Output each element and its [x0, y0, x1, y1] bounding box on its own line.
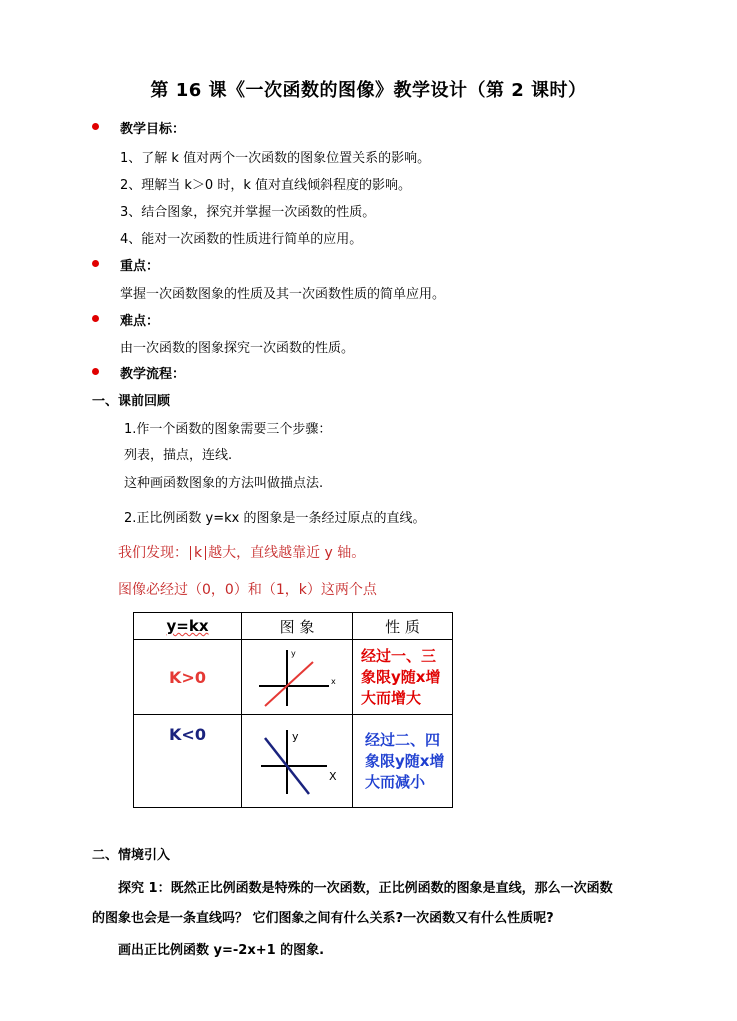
difficulty-heading: 难点：: [120, 314, 160, 329]
review-line: 这种画函数图象的方法叫做描点法.: [124, 476, 324, 491]
intro-paragraph-line: 的图象也会是一条直线吗？ 它们图象之间有什么关系?一次函数又有什么性质呢?: [92, 911, 554, 926]
finding-suffix: 越大，直线越靠近 y 轴。: [208, 545, 366, 561]
objective-item: 1、了解 k 值对两个一次函数的图象位置关系的影响。: [120, 151, 431, 166]
difficulty-text: 由一次函数的图象探究一次函数的性质。: [120, 341, 355, 356]
k-negative-label: K<0: [134, 715, 242, 808]
x-axis-label: X: [329, 770, 337, 783]
property-negative: [353, 715, 453, 808]
table-row: [134, 640, 453, 715]
abs-k: k: [190, 546, 206, 560]
graph-cell: [242, 715, 353, 808]
objective-item: 4、能对一次函数的性质进行简单的应用。: [120, 232, 363, 247]
finding-prefix: 我们发现：: [118, 545, 188, 561]
review-line: 1.作一个函数的图象需要三个步骤：: [124, 422, 332, 437]
property-positive: [353, 640, 453, 715]
property-line: 经过二、四: [365, 730, 441, 749]
objective-item: 3、结合图象，探究并掌握一次函数的性质。: [120, 205, 376, 220]
property-line: 大而增大: [361, 688, 422, 707]
finding-line: [118, 542, 365, 562]
page-title: 第 16 课《一次函数的图像》教学设计（第 2 课时）: [150, 80, 587, 101]
intro-heading: 二、情境引入: [92, 848, 171, 863]
bullet-dot: [92, 123, 99, 130]
property-line: 大而减小: [365, 772, 426, 791]
intro-paragraph-line: 探究 1：既然正比例函数是特殊的一次函数，正比例函数的图象是直线，那么一次函数: [118, 881, 613, 896]
point-line: 图像必经过（0，0）和（1，k）这两个点: [118, 582, 377, 598]
k-positive-label: K>0: [134, 640, 242, 715]
intro-paragraph-line: 画出正比例函数 y=-2x+1 的图象.: [118, 943, 325, 958]
y-axis-label: y: [292, 730, 299, 743]
negative-slope-graph: [247, 720, 347, 798]
table-row: [134, 715, 453, 808]
table-header: y=kx: [166, 617, 209, 635]
table-header-row: [134, 613, 453, 640]
bullet-dot: [92, 315, 99, 322]
objectives-heading: 教学目标：: [120, 122, 186, 137]
table-header: 图 象: [242, 613, 353, 640]
process-heading: 教学流程：: [120, 367, 186, 382]
review-line: 列表，描点，连线.: [124, 448, 233, 463]
table-header: 性 质: [353, 613, 453, 640]
graph-cell: [242, 640, 353, 715]
key-point-heading: 重点：: [120, 259, 160, 274]
property-line: 象限y随x增: [365, 751, 445, 770]
objective-item: 2、理解当 k＞0 时，k 值对直线倾斜程度的影响。: [120, 178, 411, 193]
bullet-dot: [92, 260, 99, 267]
positive-line: [265, 662, 313, 706]
positive-slope-graph: [247, 640, 347, 710]
y-axis-label: y: [291, 649, 296, 658]
review-line: 2.正比例函数 y=kx 的图象是一条经过原点的直线。: [124, 511, 426, 526]
review-heading: 一、课前回顾: [92, 394, 171, 409]
key-point-text: 掌握一次函数图象的性质及其一次函数性质的简单应用。: [120, 287, 446, 302]
property-line: 经过一、三: [361, 646, 437, 665]
property-line: 象限y随x增: [361, 667, 441, 686]
x-axis-label: x: [331, 677, 336, 686]
bullet-dot: [92, 368, 99, 375]
kx-table: [133, 612, 453, 808]
